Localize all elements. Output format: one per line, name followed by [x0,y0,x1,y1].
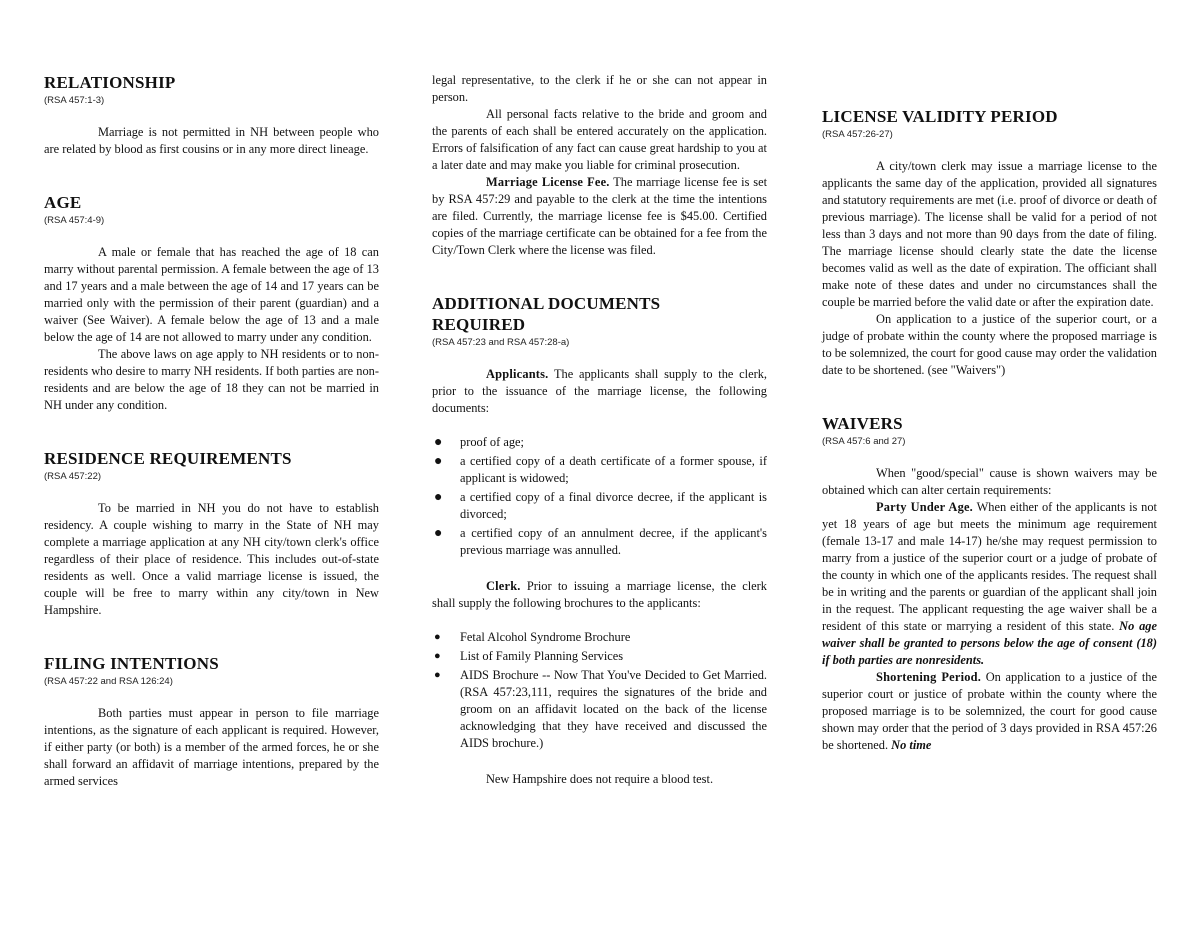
waivers-heading: WAIVERS [822,414,903,433]
validity-text-2: On application to a justice of the superior court, or a judge of probate within the county where the proposed marriage is to be solemnized, the court for good cause may order the validation date to be shortened. (see "Waivers") [822,312,1157,377]
list-item: ● proof of age; [434,435,524,450]
bullet-icon: ● [434,631,441,643]
relationship-text: Marriage is not permitted in NH between people who are related by blood as first cousins or in any more direct lineage. [44,125,379,156]
waivers-citation: (RSA 457:6 and 27) [822,436,906,447]
column-middle [432,72,767,788]
clerk-paragraph [432,578,767,612]
license-fee-text: The marriage license fee is set by RSA 457:29 and payable to the clerk at the time the intentions are filed. Currently, the marriage license fee is $45.00. Certified copies of the marriage certificate can be obtained for a fee from the City/Town Clerk where the license was filed. [432,175,768,257]
license-fee-label: Marriage License Fee. [486,175,610,189]
bullet-icon: ● [434,650,441,662]
shortening-period-label: Shortening Period. [876,670,982,684]
filing-heading: FILING INTENTIONS [44,654,219,673]
brochures-list [432,629,767,752]
section-filing [44,653,379,790]
section-waivers [822,413,1157,754]
section-license-validity [822,106,1157,379]
relationship-heading: RELATIONSHIP [44,73,176,92]
applicants-paragraph [432,366,767,417]
list-item: ● a certified copy of a death certificate of a former spouse, if applicant is widowed; [434,454,767,485]
applicants-text: The applicants shall supply to the clerk, prior to the issuance of the marriage license, the following documents: [432,367,768,415]
filing-text-2: All personal facts relative to the bride and groom and the parents of each shall be entered accurately on the application. Errors of falsification of any fact can cause great hardship to you at a later date and may make you liable for criminal prosecution. [432,107,767,172]
section-additional-documents [432,293,767,788]
bullet-icon: ● [434,435,443,450]
blood-test-note: New Hampshire does not require a blood test. [485,772,714,786]
party-under-age-emphasis: No age waiver shall be granted to persons below the age of consent (18) if both parties are nonresidents. [822,619,1157,667]
clerk-text: Prior to issuing a marriage license, the clerk shall supply the following brochures to the applicants: [432,579,767,610]
party-under-age-paragraph [822,499,1157,669]
residence-heading: RESIDENCE REQUIREMENTS [44,449,292,468]
column-right [822,106,1157,754]
relationship-citation: (RSA 457:1-3) [44,95,105,106]
validity-citation: (RSA 457:26-27) [822,129,893,140]
additional-citation: (RSA 457:23 and RSA 457:28-a) [432,337,570,348]
bullet-icon: ● [434,669,441,681]
filing-text-1-continued: legal representative, to the clerk if he or she can not appear in person. [432,73,767,104]
shortening-period-paragraph [822,669,1157,754]
list-item: ● AIDS Brochure -- Now That You've Decided to Get Married. (RSA 457:23,111, requires the signatures of the bride and groom on an affidavit located on the back of the license acknowledging that they have received and discussed the AIDS brochure.) [434,668,767,750]
additional-heading-line-1: ADDITIONAL DOCUMENTS [432,294,661,313]
section-residence [44,448,379,619]
shortening-period-emphasis: No time [891,738,932,752]
list-item: ● Fetal Alcohol Syndrome Brochure [434,630,631,644]
list-item: ● a certified copy of an annulment decree, if the applicant's previous marriage was annulled. [434,526,767,557]
column-left [44,72,379,790]
age-text-2: The above laws on age apply to NH residents or to non-residents who desire to marry NH residents. If both parties are non-residents and are below the age of 18 they can not be married in NH under any condition. [44,347,379,412]
filing-citation: (RSA 457:22 and RSA 126:24) [44,676,173,687]
party-under-age-text: When either of the applicants is not yet 18 years of age but meets the minimum age requirement (female 13-17 and male 14-17) he/she may request permission to marry from a justice of the superior court or a judge of probate of the county in which one of the applicants resides. The request shall be in writing and the parents or guardian of the applicant shall join in the request. The applicant requesting the age waiver shall be a resident of this state or marrying a resident of this state. [822,500,1158,633]
residence-citation: (RSA 457:22) [44,471,102,482]
section-relationship [44,72,379,158]
shortening-period-text: On application to a justice of the superior court or justice of probate within the county where the proposed marriage is to be solemnized, the court for good cause shown may order that the period of 3 days provided in RSA 457:26 be shortened. [822,670,1157,752]
bullet-icon: ● [434,490,443,505]
list-item: ● a certified copy of a final divorce decree, if the applicant is divorced; [434,490,767,521]
documents-list [432,434,767,559]
additional-heading-line-2: REQUIRED [432,315,526,334]
section-age [44,192,379,414]
party-under-age-label: Party Under Age. [876,500,973,514]
clerk-label: Clerk. [486,579,521,593]
validity-text-1: A city/town clerk may issue a marriage license to the applicants the same day of the application, provided all signatures and statutory requirements are met (i.e. proof of divorce or death of previous marriage). The license shall be valid for a period of not less than 3 days and not more than 90 days from the date of filing. The marriage license should clearly state the date the license becomes valid as well as the date of expiration. The officiant shall make note of these dates and under no circumstances shall the couple be married before the valid date or after the expiration date. [822,159,1157,309]
bullet-icon: ● [434,526,443,541]
age-heading: AGE [44,193,82,212]
waivers-intro: When "good/special" cause is shown waivers may be obtained which can alter certain requirements: [822,466,1157,497]
list-item: ● List of Family Planning Services [434,649,624,663]
filing-text-1: Both parties must appear in person to file marriage intentions, as the signature of each applicant is required. However, if either party (or both) is a member of the armed forces, he or she shall forward an affidavit of marriage intentions, prepared by the armed services [44,706,379,788]
applicants-label: Applicants. [486,367,549,381]
residence-text: To be married in NH you do not have to establish residency. A couple wishing to marry in the State of NH may complete a marriage application at any NH city/town clerk's office regardless of their place of residence. This includes out-of-state residents as well. Once a valid marriage license is issued, the couple will be free to marry within any city/town in New Hampshire. [44,501,379,617]
validity-heading: LICENSE VALIDITY PERIOD [822,107,1058,126]
age-text-1: A male or female that has reached the age of 18 can marry without parental permission. A female between the age of 13 and 17 years and a male between the age of 14 and 17 years can be married only with the permission of their parent (guardian) and a waiver (See Waiver). A female below the age of 13 and a male below the age of 14 are not allowed to marry under any condition. [44,245,379,344]
license-fee-paragraph [432,174,767,259]
age-citation: (RSA 457:4-9) [44,215,105,226]
bullet-icon: ● [434,454,443,469]
